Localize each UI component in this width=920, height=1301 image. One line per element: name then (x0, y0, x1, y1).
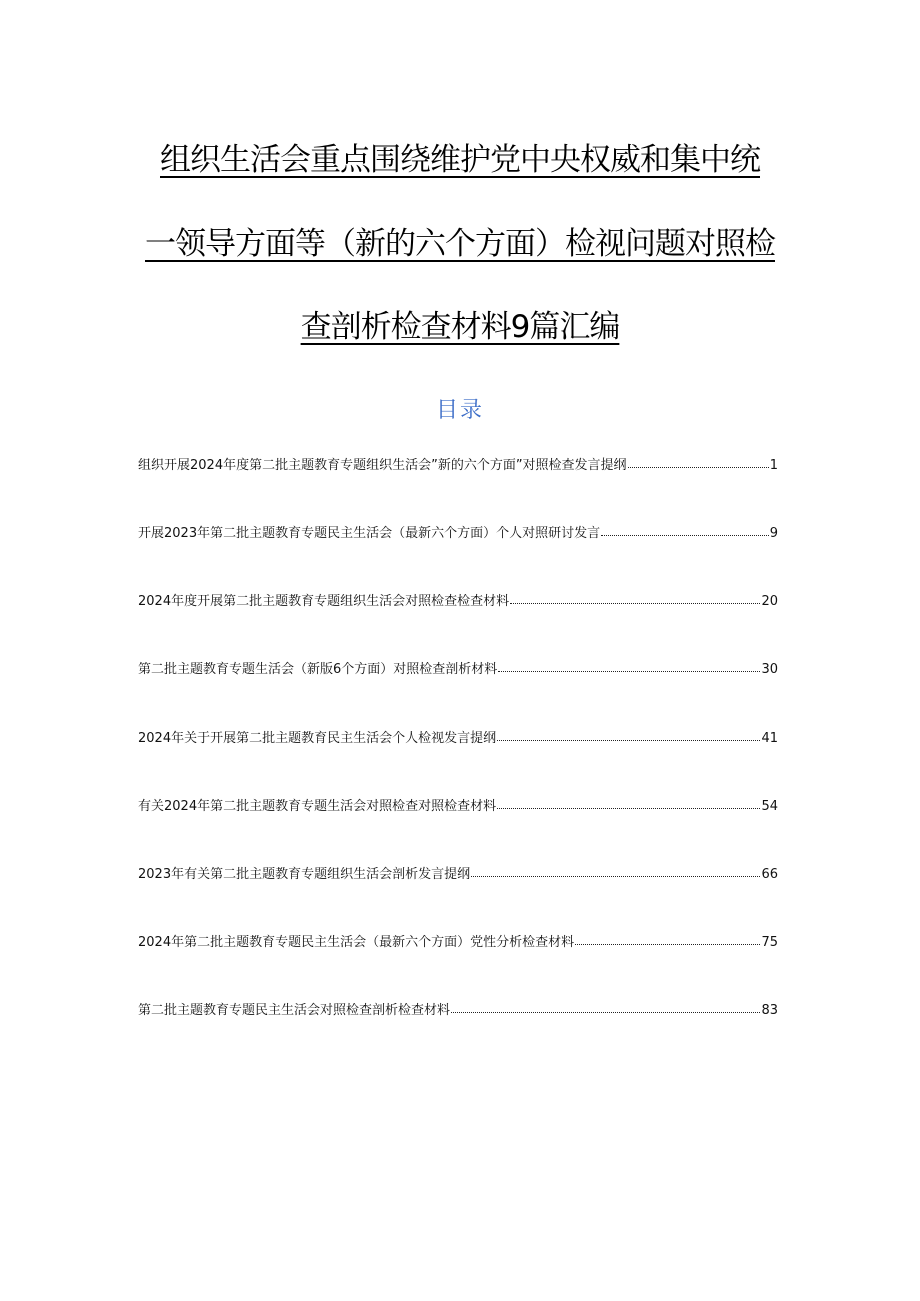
toc-entry-text: 组织开展2024年度第二批主题教育专题组织生活会”新的六个方面”对照检查发言提纲 (138, 458, 627, 473)
toc-entry-page: 1 (769, 458, 778, 473)
toc-entry-text: 第二批主题教育专题生活会（新版6个方面）对照检查剖析材料 (138, 662, 498, 677)
toc-leader-dots (575, 929, 760, 945)
toc-leader-dots (497, 793, 760, 809)
toc-entry[interactable] (138, 453, 778, 477)
toc-entry-text: 2024年度开展第二批主题教育专题组织生活会对照检查检查材料 (138, 594, 510, 609)
document-title-line-3: 查剖析检查材料9篇汇编 (300, 309, 620, 345)
toc-entry-page: 41 (761, 731, 778, 746)
toc-entry-page: 66 (761, 867, 778, 882)
toc-entry[interactable] (138, 998, 778, 1022)
toc-entry[interactable] (138, 794, 778, 818)
toc-leader-dots (451, 997, 760, 1013)
toc-entry[interactable] (138, 657, 778, 681)
toc-leader-dots (601, 520, 769, 536)
toc-entry-text: 2023年有关第二批主题教育专题组织生活会剖析发言提纲 (138, 867, 471, 882)
toc-entry-text: 开展2023年第二批主题教育专题民主生活会（最新六个方面）个人对照研讨发言 (138, 526, 601, 541)
toc-entry-text: 有关2024年第二批主题教育专题生活会对照检查对照检查材料 (138, 799, 497, 814)
document-title-line-1: 组织生活会重点围绕维护党中央权威和集中统 (160, 142, 760, 178)
toc-heading: 目录 (435, 398, 484, 423)
toc-entry-page: 9 (769, 526, 778, 541)
toc-entry[interactable] (138, 862, 778, 886)
toc-entry[interactable] (138, 521, 778, 545)
document-title-line-2: 一领导方面等（新的六个方面）检视问题对照检 (145, 226, 775, 262)
toc-entry-page: 30 (761, 662, 778, 677)
toc-leader-dots (510, 588, 760, 604)
toc-leader-dots (471, 861, 760, 877)
toc-entry[interactable] (138, 930, 778, 954)
toc-entry-page: 20 (761, 594, 778, 609)
toc-entry-page: 54 (761, 799, 778, 814)
toc-entry-page: 83 (761, 1003, 778, 1018)
toc-leader-dots (628, 452, 769, 468)
toc-entry-text: 第二批主题教育专题民主生活会对照检查剖析检查材料 (138, 1003, 451, 1018)
toc-entry-page: 75 (761, 935, 778, 950)
toc-entry[interactable] (138, 589, 778, 613)
toc-leader-dots (497, 725, 760, 741)
toc-entry-text: 2024年关于开展第二批主题教育民主生活会个人检视发言提纲 (138, 731, 497, 746)
toc-entry[interactable] (138, 726, 778, 750)
toc-entry-text: 2024年第二批主题教育专题民主生活会（最新六个方面）党性分析检查材料 (138, 935, 575, 950)
toc-leader-dots (498, 656, 760, 672)
